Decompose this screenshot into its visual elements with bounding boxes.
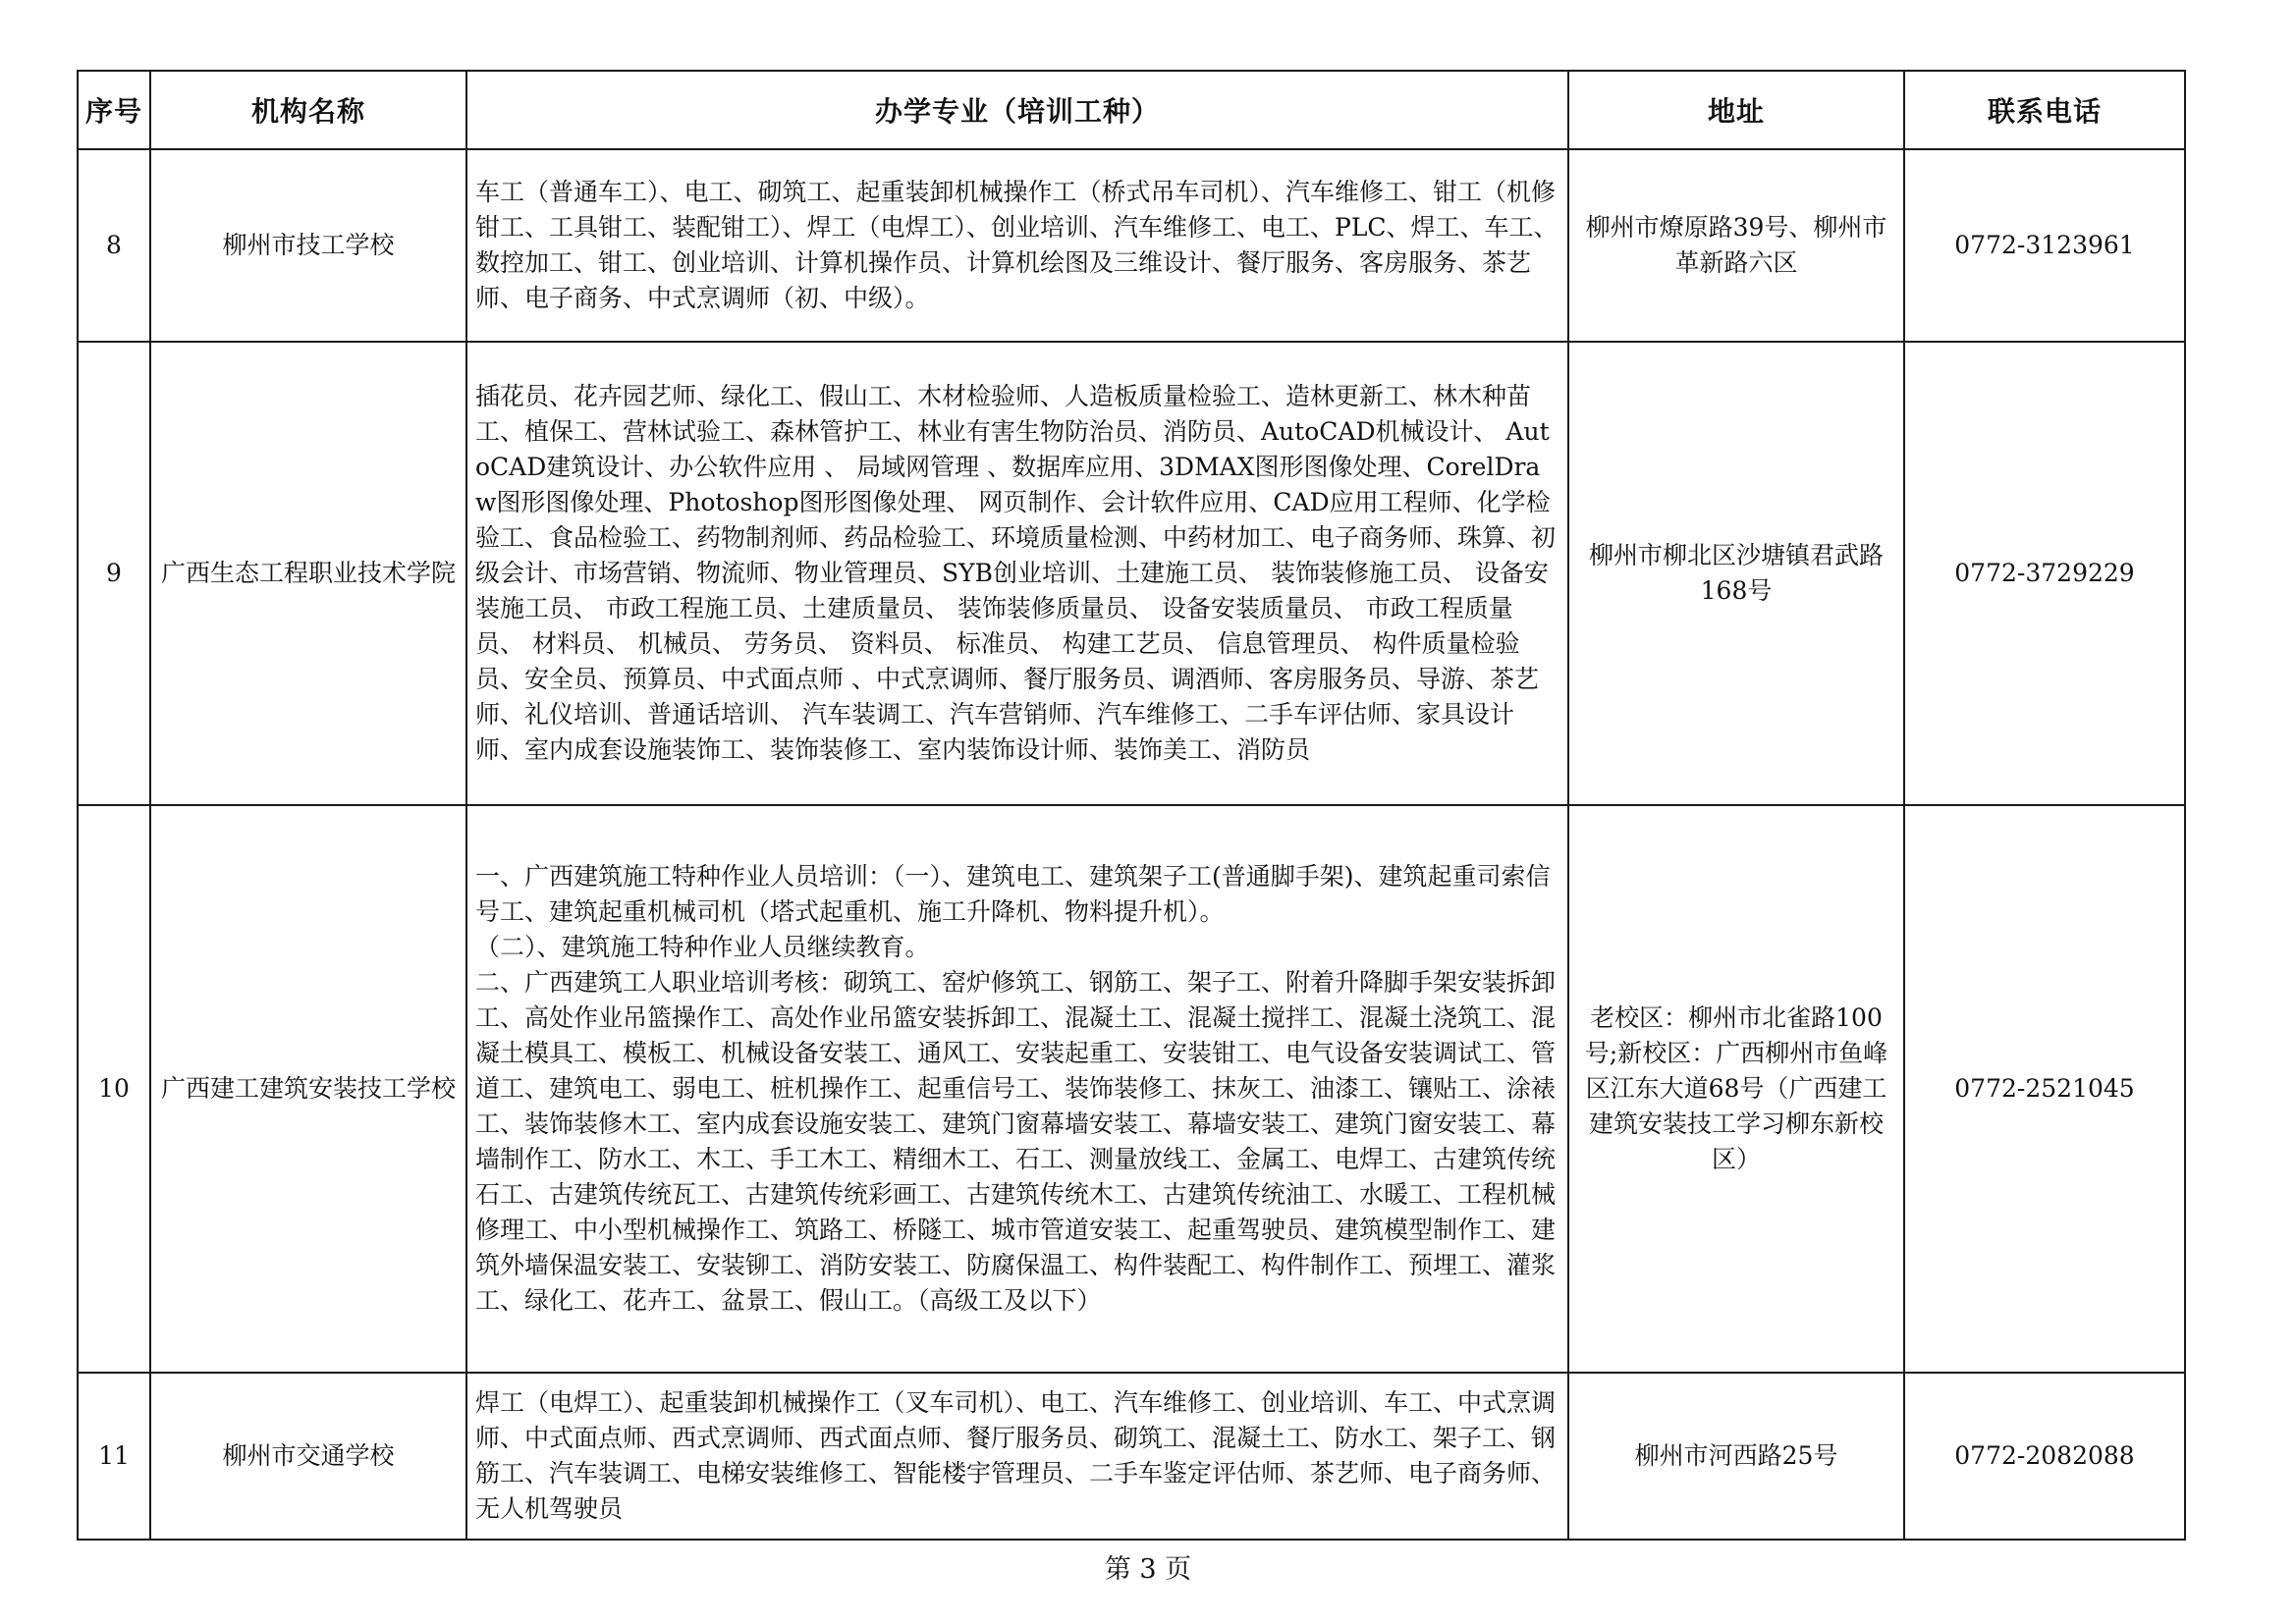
header-phone: 联系电话: [1904, 71, 2185, 149]
address-cell: [1568, 149, 1904, 342]
institution-name: 广西生态工程职业技术学院: [161, 559, 457, 587]
table-row: [78, 149, 2185, 342]
programs-text: 车工（普通车工）、电工、砌筑工、起重装卸机械操作工（桥式吊车司机）、汽车维修工、钳工（机修钳工、工具钳工、装配钳工）、焊工（电焊工）、创业培训、汽车维修工、电工、PLC、焊工、车工、数控加工、钳工、创业培训、计算机操作员、计算机绘图及三维设计、餐厅服务、客房服务、茶艺师、电子商务、中式烹调师（初、中级）。: [475, 178, 1558, 312]
address-cell: [1568, 342, 1904, 805]
address-cell: [1568, 1373, 1904, 1540]
training-institutions-table: [77, 70, 2186, 1541]
table-header-row: [78, 71, 2185, 149]
programs-cell: [466, 149, 1568, 342]
institution-name: 柳州市技工学校: [222, 231, 395, 259]
programs-text: 一、广西建筑施工特种作业人员培训：（一）、建筑电工、建筑架子工(普通脚手架)、建筑起重司索信号工、建筑起重机械司机（塔式起重机、施工升降机、物料提升机）。 （二）、建筑施工特种作业人员继续教育。 二、广西建筑工人职业培训考核：砌筑工、窑炉修筑工、钢筋工、架子工、附着升降脚手架安装拆卸工、高处作业吊篮操作工、高处作业吊篮安装拆卸工、混凝土工、混凝土搅拌工、混凝土浇筑工、混凝土模具工、模板工、机械设备安装工、通风工、安装起重工、安装钳工、电气设备安装调试工、管道工、建筑电工、弱电工、桩机操作工、起重信号工、装饰装修工、抹灰工、油漆工、镶贴工、涂裱工、装饰装修木工、室内成套设施安装工、建筑门窗幕墙安装工、幕墙安装工、建筑门窗安装工、幕墙制作工、防水工、木工、手工木工、精细木工、石工、测量放线工、金属工、电焊工、古建筑传统石工、古建筑传统瓦工、古建筑传统彩画工、古建筑传统木工、古建筑传统油工、水暖工、工程机械修理工、中小型机械操作工、筑路工、桥隧工、城市管道安装工、起重驾驶员、建筑模型制作工、建筑外墙保温安装工、安装铆工、消防安装工、防腐保温工、构件装配工、构件制作工、预埋工、灌浆工、绿化工、花卉工、盆景工、假山工。（高级工及以下）: [475, 862, 1557, 1315]
institution-name-cell: [150, 805, 466, 1373]
table-row: [78, 805, 2185, 1373]
programs-cell: [466, 1373, 1568, 1540]
address-text: 老校区：柳州市北雀路100号;新校区：广西柳州市鱼峰区江东大道68号（广西建工建筑安装技工学习柳东新校区）: [1584, 1003, 1888, 1173]
header-name: 机构名称: [150, 71, 466, 149]
header-address: 地址: [1568, 71, 1904, 149]
institution-name-cell: [150, 1373, 466, 1540]
institution-name-cell: [150, 342, 466, 805]
phone-number: 0772-3123961: [1904, 149, 2185, 342]
header-no: 序号: [78, 71, 150, 149]
address-cell: [1568, 805, 1904, 1373]
table-row: [78, 1373, 2185, 1540]
programs-cell: [466, 342, 1568, 805]
row-number: 8: [78, 149, 150, 342]
institution-name: 柳州市交通学校: [222, 1441, 395, 1470]
page-number: 第 3 页: [1104, 1554, 1192, 1585]
row-number: 11: [78, 1373, 150, 1540]
programs-text: 插花员、花卉园艺师、绿化工、假山工、木材检验师、人造板质量检验工、造林更新工、林木种苗工、植保工、营林试验工、森林管护工、林业有害生物防治员、消防员、AutoCAD机械设计、 AutoCAD建筑设计、办公软件应用 、 局域网管理 、数据库应用、3DMAX图形图像处理、CorelDraw图形图像处理、Photoshop图形图像处理、 网页制作、会计软件应用、CAD应用工程师、化学检验工、食品检验工、药物制剂师、药品检验工、环境质量检测、中药材加工、电子商务师、珠算、初级会计、市场营销、物流师、物业管理员、SYB创业培训、土建施工员、 装饰装修施工员、 设备安装施工员、 市政工程施工员、土建质量员、 装饰装修质量员、 设备安装质量员、 市政工程质量员、 材料员、 机械员、 劳务员、 资料员、 标准员、 构建工艺员、 信息管理员、 构件质量检验员、安全员、预算员、中式面点师 、中式烹调师、餐厅服务员、调酒师、客房服务员、导游、茶艺师、礼仪培训、普通话培训、 汽车装调工、汽车营销师、汽车维修工、二手车评估师、家具设计师、室内成套设施装饰工、装饰装修工、室内装饰设计师、装饰美工、消防员: [475, 382, 1557, 764]
address-text: 柳州市柳北区沙塘镇君武路168号: [1588, 541, 1884, 605]
institution-name: 广西建工建筑安装技工学校: [161, 1074, 457, 1103]
programs-text: 焊工（电焊工）、起重装卸机械操作工（叉车司机）、电工、汽车维修工、创业培训、车工、中式烹调师、中式面点师、西式烹调师、西式面点师、餐厅服务员、砌筑工、混凝土工、防水工、架子工、钢筋工、汽车装调工、电梯安装维修工、智能楼宇管理员、二手车鉴定评估师、茶艺师、电子商务师、无人机驾驶员: [475, 1388, 1557, 1523]
row-number: 9: [78, 342, 150, 805]
phone-number: 0772-2082088: [1904, 1373, 2185, 1540]
phone-number: 0772-3729229: [1904, 342, 2185, 805]
header-programs: 办学专业（培训工种）: [466, 71, 1568, 149]
table-row: [78, 342, 2185, 805]
row-number: 10: [78, 805, 150, 1373]
programs-cell: [466, 805, 1568, 1373]
phone-number: 0772-2521045: [1904, 805, 2185, 1373]
address-text: 柳州市河西路25号: [1634, 1441, 1838, 1470]
institution-name-cell: [150, 149, 466, 342]
address-text: 柳州市燎原路39号、柳州市革新路六区: [1585, 213, 1887, 277]
